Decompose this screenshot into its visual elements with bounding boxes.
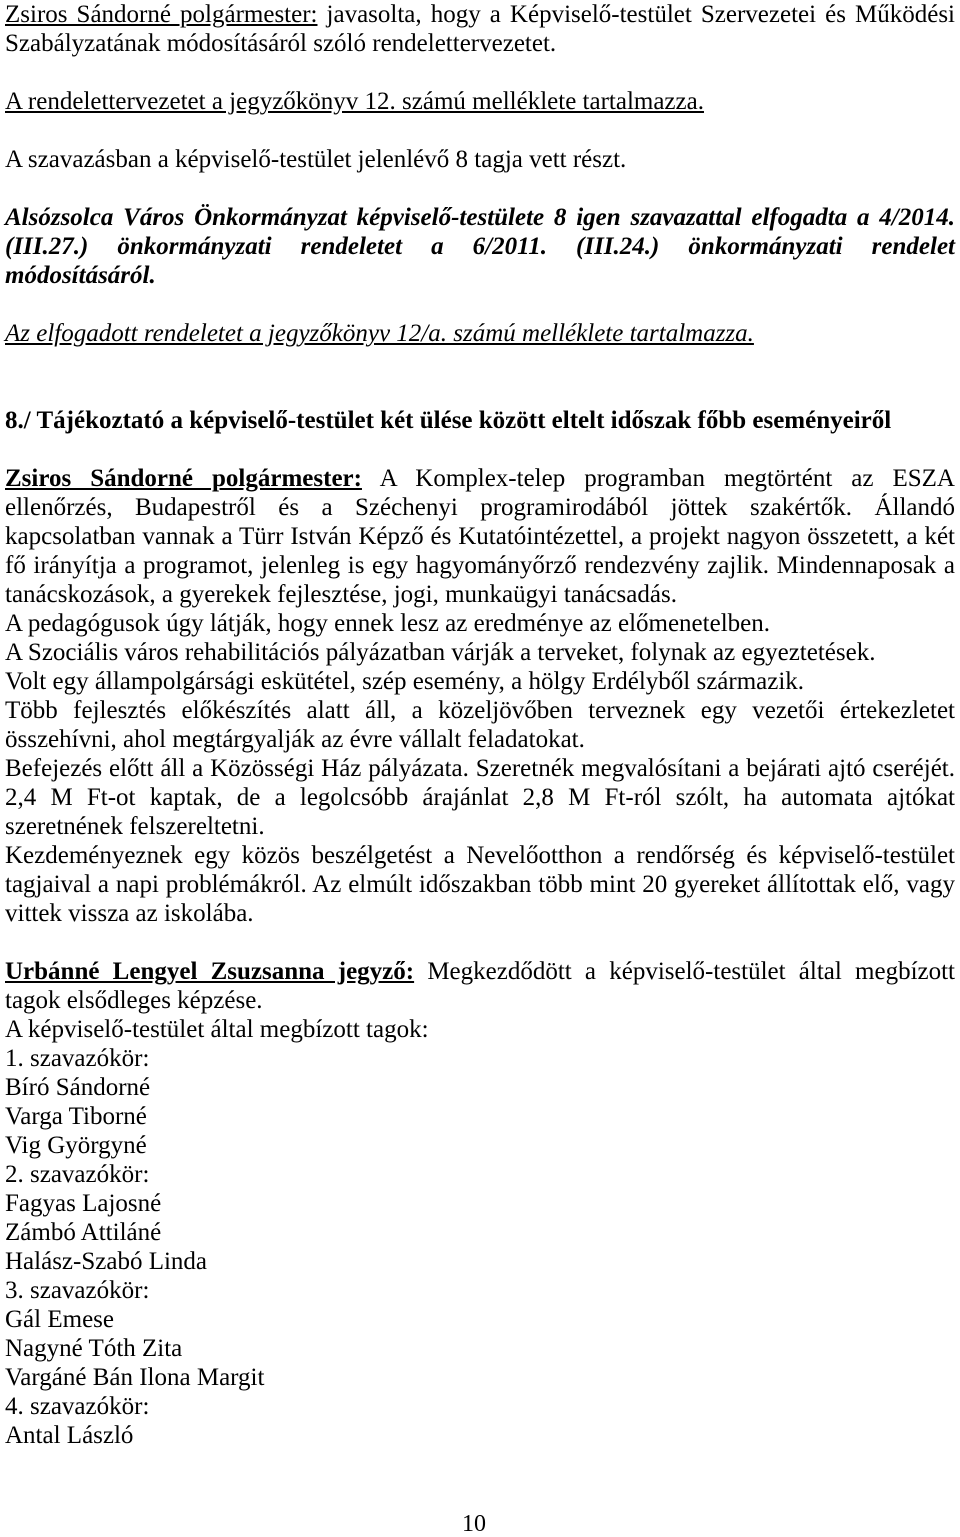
member-name: Varga Tiborné — [5, 1103, 147, 1130]
report-line: ellenőrzés, Budapestről és a Széchenyi programirodából jöttek szakértők. Állandó — [5, 494, 955, 521]
proposal-line — [5, 0, 955, 29]
member-name: Nagyné Tóth Zita — [5, 1335, 183, 1362]
members-intro: A képviselő-testület által megbízott tagok: — [5, 1016, 429, 1043]
adopted-annex-note: Az elfogadott rendeletet a jegyzőkönyv 12/a. számú melléklete tartalmazza. — [5, 320, 754, 347]
decision-line: Alsózsolca Város Önkormányzat képviselő-testülete 8 igen szavazattal elfogadta a 4/2014. — [5, 204, 955, 231]
blank-line — [5, 435, 955, 464]
report-line — [5, 464, 955, 493]
page-number: 10 — [462, 1511, 486, 1537]
report-line: vittek vissza az iskolába. — [5, 900, 254, 927]
member-name: Vig Györgyné — [5, 1132, 147, 1159]
blank-line — [5, 174, 955, 203]
draft-annex-note-line — [5, 87, 955, 116]
district-label: 4. szavazókör: — [5, 1393, 150, 1420]
member-name: Zámbó Attiláné — [5, 1219, 162, 1246]
member-name: Halász-Szabó Linda — [5, 1248, 208, 1275]
member-name: Gál Emese — [5, 1306, 114, 1333]
proposal-text: javasolta, hogy a Képviselő-testület Szervezetei és Működési — [326, 1, 956, 28]
member-name: Vargáné Bán Ilona Margit — [5, 1364, 265, 1391]
member-name: Fagyas Lajosné — [5, 1190, 162, 1217]
proposal-line: Szabályzatának módosításáról szóló rendelettervezetet. — [5, 30, 557, 57]
report-line: 2,4 M Ft-ot kaptak, de a legolcsóbb árajánlat 2,8 M Ft-ról szólt, ha automata ajtókat — [5, 784, 955, 811]
agenda-heading: 8./ Tájékoztató a képviselő-testület két ülése között eltelt időszak főbb eseményeiről — [5, 407, 892, 434]
blank-line — [5, 928, 955, 957]
document-page — [5, 0, 955, 1450]
report-line: fő irányítja a programot, jelenleg is egy hagyományőrző rendezvény zajlik. Mindennaposak a — [5, 552, 955, 579]
report-line: összehívni, ahol megtárgyalják az évre vállalt feladatokat. — [5, 726, 585, 753]
blank-line — [5, 58, 955, 87]
member-name: Antal László — [5, 1422, 134, 1449]
attendance-note: A szavazásban a képviselő-testület jelenlévő 8 tagja vett részt. — [5, 146, 627, 173]
speaker-label: Zsiros Sándorné polgármester: — [5, 1, 318, 28]
report-line: tagok elsődleges képzése. — [5, 987, 263, 1014]
report-line: tanácskozások, a gyerekek fejlesztése, jogi, munkaügyi tanácsadás. — [5, 581, 677, 608]
report-line: A pedagógusok úgy látják, hogy ennek lesz az eredménye az előmenetelben. — [5, 610, 770, 637]
member-name: Bíró Sándorné — [5, 1074, 151, 1101]
draft-annex-note: A rendelettervezetet a jegyzőkönyv 12. számú melléklete tartalmazza. — [5, 88, 704, 115]
report-text: Megkezdődött a képviselő-testület által megbízott — [427, 958, 956, 985]
blank-line — [5, 377, 955, 406]
report-line — [5, 957, 955, 986]
report-text: A Komplex-telep programban megtörtént az ESZA — [379, 465, 955, 492]
report-line: Volt egy állampolgársági eskütétel, szép esemény, a hölgy Erdélyből származik. — [5, 668, 805, 695]
report-line: szeretnének felszereltetni. — [5, 813, 265, 840]
report-line: Több fejlesztés előkészítés alatt áll, a közeljövőben terveznek egy vezetői értekezletet — [5, 697, 955, 724]
report-line: kapcsolatban vannak a Türr István Képző és Kutatóintézettel, a projekt nagyon összetett, a két — [5, 523, 955, 550]
district-label: 3. szavazókör: — [5, 1277, 150, 1304]
speaker-label: Zsiros Sándorné polgármester: — [5, 465, 362, 492]
blank-line — [5, 116, 955, 145]
report-line: Kezdeményeznek egy közös beszélgetést a Nevelőotthon a rendőrség és képviselő-testület — [5, 842, 955, 869]
decision-line: módosításáról. — [5, 262, 156, 289]
report-line: Befejezés előtt áll a Közösségi Ház pályázata. Szeretnék megvalósítani a bejárati ajtó cseréjét. — [5, 755, 955, 782]
decision-line: (III.27.) önkormányzati rendeletet a 6/2011. (III.24.) önkormányzati rendelet — [5, 233, 955, 260]
district-label: 1. szavazókör: — [5, 1045, 150, 1072]
district-label: 2. szavazókör: — [5, 1161, 150, 1188]
adopted-annex-note-line — [5, 319, 955, 348]
blank-line — [5, 290, 955, 319]
blank-line — [5, 348, 955, 377]
report-line: A Szociális város rehabilitációs pályázatban várják a terveket, folynak az egyeztetések. — [5, 639, 876, 666]
report-line: tagjaival a napi problémákról. Az elmúlt időszakban több mint 20 gyereket állítottak elő, vagy — [5, 871, 955, 898]
speaker-label: Urbánné Lengyel Zsuzsanna jegyző: — [5, 958, 415, 985]
